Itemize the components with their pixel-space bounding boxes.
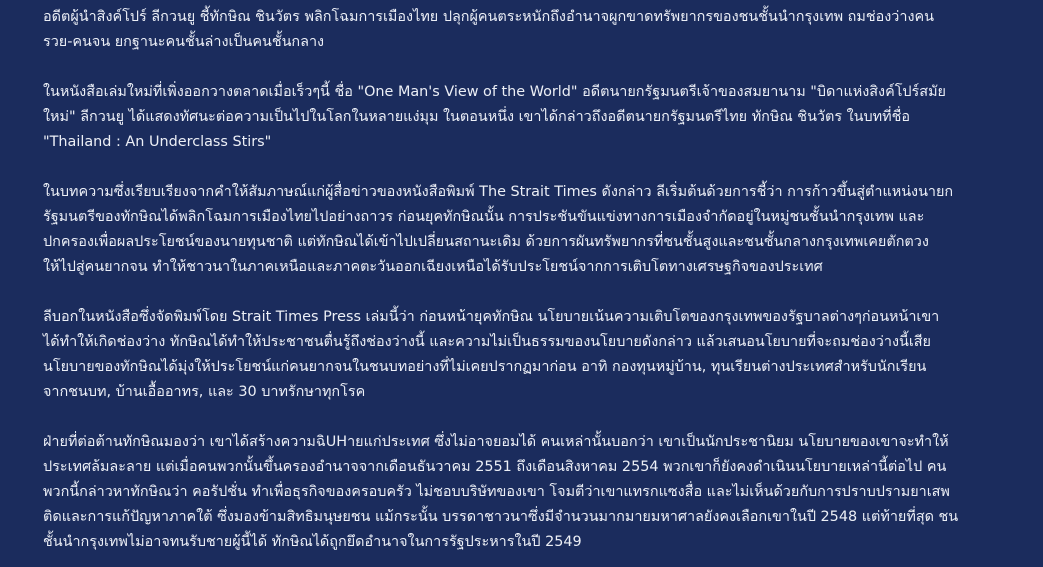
paragraph-line: รัฐมนตรีของทักษิณได้พลิกโฉมการเมืองไทยไปอย่างถาวร ก่อนยุคทักษิณนั้น การประชันขันแข่งทางการเมืองจำกัดอยู่ในหมู่ชนชั้นนำกรุงเทพ และ: [43, 209, 925, 225]
paragraph-1: [43, 5, 983, 55]
paragraph-line: อดีตผู้นำสิงค์โปร์ ลีกวนยู ชี้ทักษิณ ชินวัตร พลิกโฉมการเมืองไทย ปลุกผู้คนตระหนักถึงอำนาจผูกขาดทรัพยากรของชนชั้นนำกรุงเทพ ถมช่องว่างคน: [43, 9, 934, 25]
paragraph-2: [43, 80, 983, 155]
paragraph-line: ในบทความซึ่งเรียบเรียงจากคำให้สัมภาษณ์แก่ผู้สื่อข่าวของหนังสือพิมพ์ The Strait Times ดังกล่าว ลีเริ่มต้นด้วยการชี้ว่า การก้าวขึ้นสู่ตำแหน่งนายก: [43, 184, 954, 200]
paragraph-line: ลีบอกในหนังสือซึ่งจัดพิมพ์โดย Strait Times Press เล่มนี้ว่า ก่อนหน้ายุคทักษิณ นโยบายเน้นความเติบโตของกรุงเทพของรัฐบาลต่างๆก่อนหน้าเขา: [43, 309, 940, 325]
paragraph-line: จากชนบท, บ้านเอื้ออาทร, และ 30 บาทรักษาทุกโรค: [43, 384, 366, 400]
paragraph-line: ฝ่ายที่ต่อต้านทักษิณมองว่า เขาได้สร้างความฉิUHายแก่ประเทศ ซึ่งไม่อาจยอมได้ คนเหล่านั้นบอกว่า เขาเป็นนักประชานิยม นโยบายของเขาจะทำให้: [43, 434, 949, 450]
paragraph-line: พวกนี้กล่าวหาทักษิณว่า คอรัปชั่น ทำเพื่อธุรกิจของครอบครัว ไม่ชอบบริษัทของเขา โจมตีว่าเขาแทรกแซงสื่อ และไม่เห็นด้วยกับการปราบปรามยาเสพ: [43, 484, 950, 500]
paragraph-line: รวย-คนจน ยกฐานะคนชั้นล่างเป็นคนชั้นกลาง: [43, 34, 325, 50]
paragraph-line: ใหม่" ลีกวนยู ได้แสดงทัศนะต่อความเป็นไปในโลกในหลายแง่มุม ในตอนหนึ่ง เขาได้กล่าวถึงอดีตนายกรัฐมนตรีไทย ทักษิณ ชินวัตร ในบทที่ชื่อ: [43, 109, 911, 125]
paragraph-line: นโยบายของทักษิณได้มุ่งให้ประโยชน์แก่คนยากจนในชนบทอย่างที่ไม่เคยปรากฏมาก่อน อาทิ กองทุนหมู่บ้าน, ทุนเรียนต่างประเทศสำหรับนักเรียน: [43, 359, 927, 375]
paragraph-line: ชั้นนำกรุงเทพไม่อาจทนรับชายผู้นี้ได้ ทักษิณได้ถูกยึดอำนาจในการรัฐประหารในปี 2549: [43, 534, 582, 550]
paragraph-3: [43, 180, 983, 280]
paragraph-line: ให้ไปสู่คนยากจน ทำให้ชาวนาในภาคเหนือและภาคตะวันออกเฉียงเหนือได้รับประโยชน์จากการเติบโตทางเศรษฐกิจของประเทศ: [43, 259, 823, 275]
paragraph-line: ได้ทำให้เกิดช่องว่าง ทักษิณได้ทำให้ประชาชนตื่นรู้ถึงช่องว่างนี้ และความไม่เป็นธรรมของนโยบายดังกล่าว แล้วเสนอนโยบายที่จะถมช่องว่างนี้เสีย: [43, 334, 931, 350]
paragraph-line: ประเทศล้มละลาย แต่เมื่อคนพวกนั้นขึ้นครองอำนาจจากเดือนธันวาคม 2551 ถึงเดือนสิงหาคม 2554 พวกเขาก็ยังคงดำเนินนโยบายเหล่านี้ต่อไป คน: [43, 459, 947, 475]
paragraph-4: [43, 305, 983, 405]
paragraph-line: "Thailand : An Underclass Stirs": [43, 134, 272, 150]
paragraph-5: [43, 430, 983, 555]
paragraph-line: ปกครองเพื่อผลประโยชน์ของนายทุนชาติ แต่ทักษิณได้เข้าไปเปลี่ยนสถานะเดิม ด้วยการผันทรัพยากรที่ชนชั้นสูงและชนชั้นกลางกรุงเทพเคยตักตวง: [43, 234, 929, 250]
paragraph-line: ในหนังสือเล่มใหม่ที่เพิ่งออกวางตลาดเมื่อเร็วๆนี้ ชื่อ "One Man's View of the World" อดีตนายกรัฐมนตรีเจ้าของสมยานาม "บิดาแห่งสิงค์โปร์สมัย: [43, 84, 946, 100]
paragraph-line: ติดและการแก้ปัญหาภาคใต้ ซึ่งมองข้ามสิทธิมนุษยชน แม้กระนั้น บรรดาชาวนาซึ่งมีจำนวนมากมายมหาศาลยังคงเลือกเขาในปี 2548 แต่ท้ายที่สุด ชน: [43, 509, 959, 525]
